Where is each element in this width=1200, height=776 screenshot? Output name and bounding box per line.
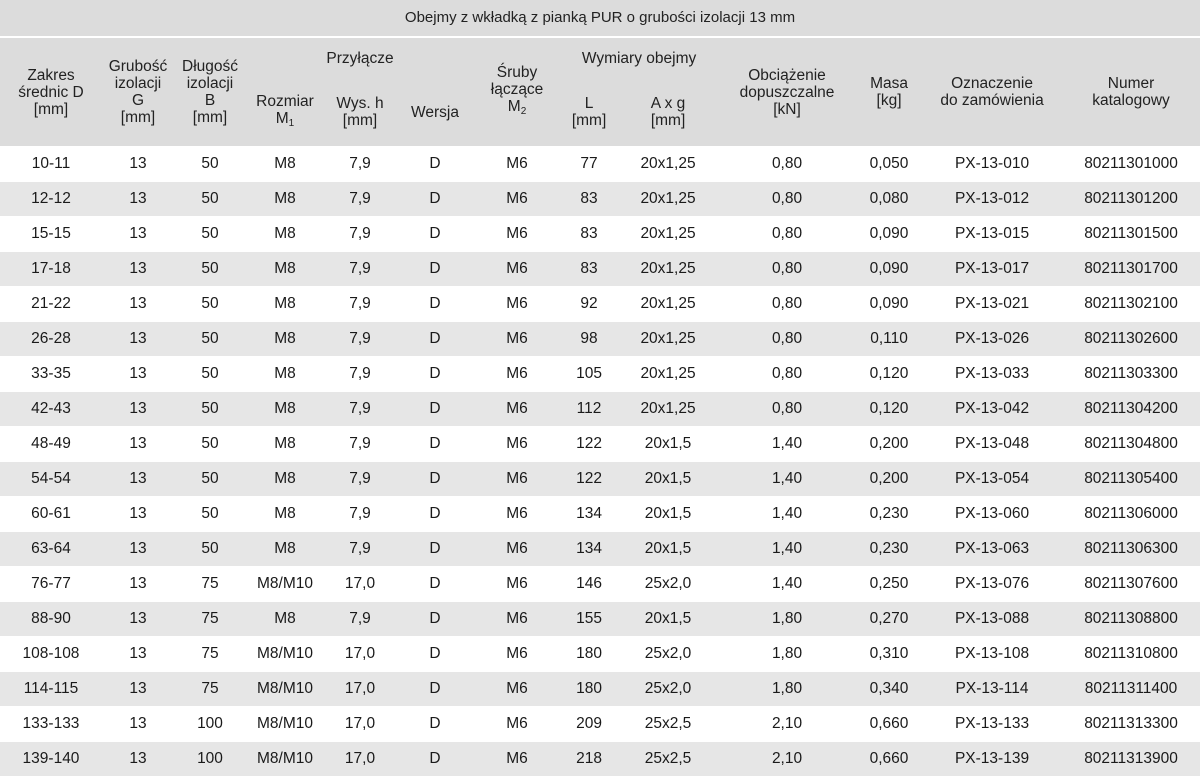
cell-dlugosc: 50 — [174, 182, 246, 217]
cell-grubosc: 13 — [102, 252, 174, 287]
cell-rozmiar: M8 — [246, 357, 324, 392]
cell-numer: 80211304200 — [1062, 392, 1200, 427]
cell-wersja: D — [396, 742, 474, 776]
cell-oznaczenie: PX-13-048 — [922, 427, 1062, 462]
cell-L: 155 — [560, 602, 618, 637]
cell-L: 112 — [560, 392, 618, 427]
cell-zakres: 139-140 — [0, 742, 102, 776]
cell-wys: 7,9 — [324, 497, 396, 532]
cell-wersja: D — [396, 497, 474, 532]
cell-L: 209 — [560, 707, 618, 742]
cell-sruby: M6 — [474, 672, 560, 707]
table-header — [0, 38, 1200, 147]
cell-L: 105 — [560, 357, 618, 392]
cell-numer: 80211305400 — [1062, 462, 1200, 497]
cell-wys: 17,0 — [324, 707, 396, 742]
cell-sruby: M6 — [474, 427, 560, 462]
cell-obciazenie: 0,80 — [718, 357, 856, 392]
cell-grubosc: 13 — [102, 532, 174, 567]
cell-zakres: 76-77 — [0, 567, 102, 602]
header-numer: Numer katalogowy — [1062, 38, 1200, 147]
cell-oznaczenie: PX-13-133 — [922, 707, 1062, 742]
cell-obciazenie: 0,80 — [718, 217, 856, 252]
cell-L: 122 — [560, 427, 618, 462]
cell-dlugosc: 75 — [174, 567, 246, 602]
cell-rozmiar: M8 — [246, 497, 324, 532]
cell-numer: 80211302100 — [1062, 287, 1200, 322]
cell-L: 122 — [560, 462, 618, 497]
cell-zakres: 48-49 — [0, 427, 102, 462]
cell-zakres: 33-35 — [0, 357, 102, 392]
cell-obciazenie: 1,40 — [718, 497, 856, 532]
cell-dlugosc: 75 — [174, 637, 246, 672]
header-przylacze: Przyłącze — [246, 38, 474, 78]
cell-masa: 0,230 — [856, 532, 922, 567]
header-obciazenie: Obciążenie dopuszczalne [kN] — [718, 38, 856, 147]
cell-rozmiar: M8/M10 — [246, 567, 324, 602]
cell-axg: 20x1,5 — [618, 602, 718, 637]
cell-axg: 20x1,5 — [618, 532, 718, 567]
cell-dlugosc: 50 — [174, 322, 246, 357]
cell-wersja: D — [396, 392, 474, 427]
cell-sruby: M6 — [474, 147, 560, 182]
cell-masa: 0,270 — [856, 602, 922, 637]
cell-rozmiar: M8 — [246, 602, 324, 637]
header-masa: Masa [kg] — [856, 38, 922, 147]
cell-numer: 80211306300 — [1062, 532, 1200, 567]
cell-masa: 0,090 — [856, 252, 922, 287]
cell-wys: 7,9 — [324, 182, 396, 217]
cell-sruby: M6 — [474, 637, 560, 672]
cell-axg: 20x1,25 — [618, 217, 718, 252]
cell-zakres: 133-133 — [0, 707, 102, 742]
table-body — [0, 147, 1200, 776]
cell-sruby: M6 — [474, 497, 560, 532]
cell-wersja: D — [396, 567, 474, 602]
cell-grubosc: 13 — [102, 602, 174, 637]
table-row — [0, 742, 1200, 776]
header-zakres: Zakres średnic D [mm] — [0, 38, 102, 147]
header-wersja: Wersja — [396, 78, 474, 147]
header-rozmiar: Rozmiar $M_1$ — [246, 78, 324, 147]
cell-wys: 7,9 — [324, 147, 396, 182]
cell-dlugosc: 50 — [174, 497, 246, 532]
cell-L: 83 — [560, 182, 618, 217]
cell-wys: 17,0 — [324, 742, 396, 776]
cell-rozmiar: M8 — [246, 322, 324, 357]
cell-L: 146 — [560, 567, 618, 602]
table-row — [0, 707, 1200, 742]
table-row — [0, 602, 1200, 637]
cell-numer: 80211303300 — [1062, 357, 1200, 392]
cell-wersja: D — [396, 707, 474, 742]
cell-dlugosc: 100 — [174, 742, 246, 776]
cell-wersja: D — [396, 147, 474, 182]
cell-wys: 7,9 — [324, 602, 396, 637]
cell-axg: 25x2,0 — [618, 637, 718, 672]
cell-dlugosc: 50 — [174, 427, 246, 462]
cell-masa: 0,660 — [856, 742, 922, 776]
cell-L: 98 — [560, 322, 618, 357]
cell-wersja: D — [396, 357, 474, 392]
cell-axg: 20x1,25 — [618, 182, 718, 217]
cell-obciazenie: 0,80 — [718, 147, 856, 182]
table-row — [0, 392, 1200, 427]
cell-masa: 0,660 — [856, 707, 922, 742]
table-row — [0, 497, 1200, 532]
cell-wersja: D — [396, 637, 474, 672]
table-row — [0, 532, 1200, 567]
cell-axg: 20x1,25 — [618, 357, 718, 392]
cell-grubosc: 13 — [102, 707, 174, 742]
cell-grubosc: 13 — [102, 392, 174, 427]
cell-oznaczenie: PX-13-108 — [922, 637, 1062, 672]
cell-zakres: 63-64 — [0, 532, 102, 567]
cell-numer: 80211301700 — [1062, 252, 1200, 287]
cell-wys: 7,9 — [324, 252, 396, 287]
cell-oznaczenie: PX-13-042 — [922, 392, 1062, 427]
cell-obciazenie: 2,10 — [718, 742, 856, 776]
cell-axg: 20x1,5 — [618, 462, 718, 497]
cell-masa: 0,250 — [856, 567, 922, 602]
cell-rozmiar: M8 — [246, 462, 324, 497]
cell-axg: 20x1,25 — [618, 147, 718, 182]
cell-sruby: M6 — [474, 392, 560, 427]
cell-masa: 0,200 — [856, 427, 922, 462]
cell-obciazenie: 1,80 — [718, 637, 856, 672]
cell-obciazenie: 2,10 — [718, 707, 856, 742]
cell-grubosc: 13 — [102, 182, 174, 217]
cell-dlugosc: 100 — [174, 707, 246, 742]
cell-grubosc: 13 — [102, 567, 174, 602]
header-axg: A x g [mm] — [618, 78, 718, 147]
cell-wys: 17,0 — [324, 637, 396, 672]
cell-numer: 80211307600 — [1062, 567, 1200, 602]
cell-L: 134 — [560, 532, 618, 567]
cell-oznaczenie: PX-13-021 — [922, 287, 1062, 322]
cell-zakres: 60-61 — [0, 497, 102, 532]
cell-masa: 0,090 — [856, 287, 922, 322]
cell-dlugosc: 75 — [174, 672, 246, 707]
cell-zakres: 17-18 — [0, 252, 102, 287]
cell-wys: 7,9 — [324, 532, 396, 567]
header-wys: Wys. h [mm] — [324, 78, 396, 147]
header-sruby: Śruby łączące $M_2$ — [474, 38, 560, 147]
cell-grubosc: 13 — [102, 637, 174, 672]
cell-dlugosc: 50 — [174, 287, 246, 322]
cell-sruby: M6 — [474, 532, 560, 567]
cell-wersja: D — [396, 217, 474, 252]
cell-sruby: M6 — [474, 462, 560, 497]
cell-grubosc: 13 — [102, 357, 174, 392]
cell-grubosc: 13 — [102, 462, 174, 497]
cell-oznaczenie: PX-13-015 — [922, 217, 1062, 252]
cell-grubosc: 13 — [102, 147, 174, 182]
cell-obciazenie: 1,80 — [718, 602, 856, 637]
cell-oznaczenie: PX-13-010 — [922, 147, 1062, 182]
cell-wys: 7,9 — [324, 322, 396, 357]
cell-wersja: D — [396, 672, 474, 707]
cell-rozmiar: M8 — [246, 182, 324, 217]
cell-axg: 25x2,0 — [618, 567, 718, 602]
cell-grubosc: 13 — [102, 742, 174, 776]
cell-zakres: 42-43 — [0, 392, 102, 427]
cell-obciazenie: 1,40 — [718, 532, 856, 567]
product-table — [0, 38, 1200, 776]
cell-L: 77 — [560, 147, 618, 182]
cell-rozmiar: M8/M10 — [246, 742, 324, 776]
header-grubosc: Grubość izolacji G [mm] — [102, 38, 174, 147]
table-row — [0, 462, 1200, 497]
cell-masa: 0,110 — [856, 322, 922, 357]
table-row — [0, 287, 1200, 322]
cell-L: 83 — [560, 217, 618, 252]
cell-sruby: M6 — [474, 602, 560, 637]
cell-masa: 0,230 — [856, 497, 922, 532]
cell-dlugosc: 50 — [174, 462, 246, 497]
cell-grubosc: 13 — [102, 217, 174, 252]
cell-rozmiar: M8 — [246, 532, 324, 567]
cell-oznaczenie: PX-13-054 — [922, 462, 1062, 497]
cell-numer: 80211304800 — [1062, 427, 1200, 462]
cell-wersja: D — [396, 322, 474, 357]
cell-dlugosc: 50 — [174, 357, 246, 392]
cell-grubosc: 13 — [102, 287, 174, 322]
cell-obciazenie: 1,40 — [718, 567, 856, 602]
cell-sruby: M6 — [474, 322, 560, 357]
cell-wys: 7,9 — [324, 462, 396, 497]
cell-axg: 20x1,25 — [618, 322, 718, 357]
cell-rozmiar: M8 — [246, 252, 324, 287]
cell-wersja: D — [396, 462, 474, 497]
cell-oznaczenie: PX-13-017 — [922, 252, 1062, 287]
cell-masa: 0,310 — [856, 637, 922, 672]
table-row — [0, 322, 1200, 357]
cell-numer: 80211301500 — [1062, 217, 1200, 252]
cell-zakres: 26-28 — [0, 322, 102, 357]
cell-wys: 7,9 — [324, 427, 396, 462]
cell-obciazenie: 1,40 — [718, 427, 856, 462]
cell-grubosc: 13 — [102, 322, 174, 357]
cell-wys: 7,9 — [324, 392, 396, 427]
cell-obciazenie: 1,40 — [718, 462, 856, 497]
table-row — [0, 182, 1200, 217]
cell-obciazenie: 0,80 — [718, 322, 856, 357]
cell-sruby: M6 — [474, 742, 560, 776]
cell-axg: 20x1,25 — [618, 252, 718, 287]
cell-masa: 0,120 — [856, 392, 922, 427]
cell-axg: 20x1,5 — [618, 497, 718, 532]
table-row — [0, 427, 1200, 462]
cell-dlugosc: 50 — [174, 392, 246, 427]
cell-zakres: 12-12 — [0, 182, 102, 217]
cell-rozmiar: M8 — [246, 147, 324, 182]
table-row — [0, 357, 1200, 392]
cell-masa: 0,050 — [856, 147, 922, 182]
cell-wys: 7,9 — [324, 287, 396, 322]
cell-zakres: 54-54 — [0, 462, 102, 497]
cell-wys: 7,9 — [324, 217, 396, 252]
cell-oznaczenie: PX-13-033 — [922, 357, 1062, 392]
cell-zakres: 15-15 — [0, 217, 102, 252]
cell-wys: 7,9 — [324, 357, 396, 392]
cell-axg: 25x2,5 — [618, 742, 718, 776]
cell-rozmiar: M8/M10 — [246, 637, 324, 672]
header-L: L [mm] — [560, 78, 618, 147]
cell-masa: 0,080 — [856, 182, 922, 217]
cell-sruby: M6 — [474, 567, 560, 602]
cell-numer: 80211306000 — [1062, 497, 1200, 532]
cell-rozmiar: M8 — [246, 427, 324, 462]
cell-grubosc: 13 — [102, 427, 174, 462]
cell-rozmiar: M8 — [246, 287, 324, 322]
cell-zakres: 114-115 — [0, 672, 102, 707]
cell-masa: 0,200 — [856, 462, 922, 497]
cell-grubosc: 13 — [102, 672, 174, 707]
cell-L: 92 — [560, 287, 618, 322]
cell-dlugosc: 50 — [174, 252, 246, 287]
table-title: Obejmy z wkładką z pianką PUR o grubości izolacji 13 mm — [0, 0, 1200, 38]
cell-obciazenie: 1,80 — [718, 672, 856, 707]
cell-grubosc: 13 — [102, 497, 174, 532]
cell-axg: 20x1,25 — [618, 392, 718, 427]
cell-dlugosc: 50 — [174, 532, 246, 567]
cell-numer: 80211313300 — [1062, 707, 1200, 742]
cell-rozmiar: M8 — [246, 392, 324, 427]
cell-numer: 80211311400 — [1062, 672, 1200, 707]
cell-L: 218 — [560, 742, 618, 776]
cell-obciazenie: 0,80 — [718, 252, 856, 287]
cell-axg: 20x1,25 — [618, 287, 718, 322]
cell-dlugosc: 75 — [174, 602, 246, 637]
cell-numer: 80211302600 — [1062, 322, 1200, 357]
cell-oznaczenie: PX-13-012 — [922, 182, 1062, 217]
header-wymiary: Wymiary obejmy — [560, 38, 718, 78]
cell-oznaczenie: PX-13-088 — [922, 602, 1062, 637]
cell-obciazenie: 0,80 — [718, 287, 856, 322]
cell-wersja: D — [396, 252, 474, 287]
cell-wersja: D — [396, 532, 474, 567]
cell-oznaczenie: PX-13-060 — [922, 497, 1062, 532]
cell-oznaczenie: PX-13-063 — [922, 532, 1062, 567]
cell-L: 83 — [560, 252, 618, 287]
header-dlugosc: Długość izolacji B [mm] — [174, 38, 246, 147]
cell-obciazenie: 0,80 — [718, 182, 856, 217]
cell-rozmiar: M8/M10 — [246, 672, 324, 707]
cell-sruby: M6 — [474, 287, 560, 322]
cell-zakres: 21-22 — [0, 287, 102, 322]
cell-oznaczenie: PX-13-076 — [922, 567, 1062, 602]
cell-masa: 0,340 — [856, 672, 922, 707]
cell-masa: 0,090 — [856, 217, 922, 252]
table-row — [0, 567, 1200, 602]
cell-zakres: 88-90 — [0, 602, 102, 637]
cell-masa: 0,120 — [856, 357, 922, 392]
cell-numer: 80211308800 — [1062, 602, 1200, 637]
cell-sruby: M6 — [474, 707, 560, 742]
cell-axg: 25x2,0 — [618, 672, 718, 707]
cell-numer: 80211313900 — [1062, 742, 1200, 776]
cell-numer: 80211310800 — [1062, 637, 1200, 672]
cell-axg: 25x2,5 — [618, 707, 718, 742]
cell-numer: 80211301000 — [1062, 147, 1200, 182]
cell-wys: 17,0 — [324, 567, 396, 602]
table-row — [0, 147, 1200, 182]
cell-dlugosc: 50 — [174, 217, 246, 252]
cell-wersja: D — [396, 287, 474, 322]
table-row — [0, 252, 1200, 287]
cell-zakres: 10-11 — [0, 147, 102, 182]
cell-dlugosc: 50 — [174, 147, 246, 182]
cell-sruby: M6 — [474, 217, 560, 252]
table-row — [0, 217, 1200, 252]
cell-L: 180 — [560, 672, 618, 707]
cell-obciazenie: 0,80 — [718, 392, 856, 427]
cell-axg: 20x1,5 — [618, 427, 718, 462]
cell-oznaczenie: PX-13-026 — [922, 322, 1062, 357]
cell-sruby: M6 — [474, 252, 560, 287]
cell-numer: 80211301200 — [1062, 182, 1200, 217]
cell-wersja: D — [396, 182, 474, 217]
cell-sruby: M6 — [474, 357, 560, 392]
table-row — [0, 637, 1200, 672]
cell-oznaczenie: PX-13-139 — [922, 742, 1062, 776]
cell-L: 134 — [560, 497, 618, 532]
cell-wersja: D — [396, 602, 474, 637]
cell-sruby: M6 — [474, 182, 560, 217]
cell-rozmiar: M8/M10 — [246, 707, 324, 742]
header-oznaczenie: Oznaczenie do zamówienia — [922, 38, 1062, 147]
table-row — [0, 672, 1200, 707]
cell-L: 180 — [560, 637, 618, 672]
cell-wersja: D — [396, 427, 474, 462]
cell-zakres: 108-108 — [0, 637, 102, 672]
cell-rozmiar: M8 — [246, 217, 324, 252]
cell-oznaczenie: PX-13-114 — [922, 672, 1062, 707]
cell-wys: 17,0 — [324, 672, 396, 707]
